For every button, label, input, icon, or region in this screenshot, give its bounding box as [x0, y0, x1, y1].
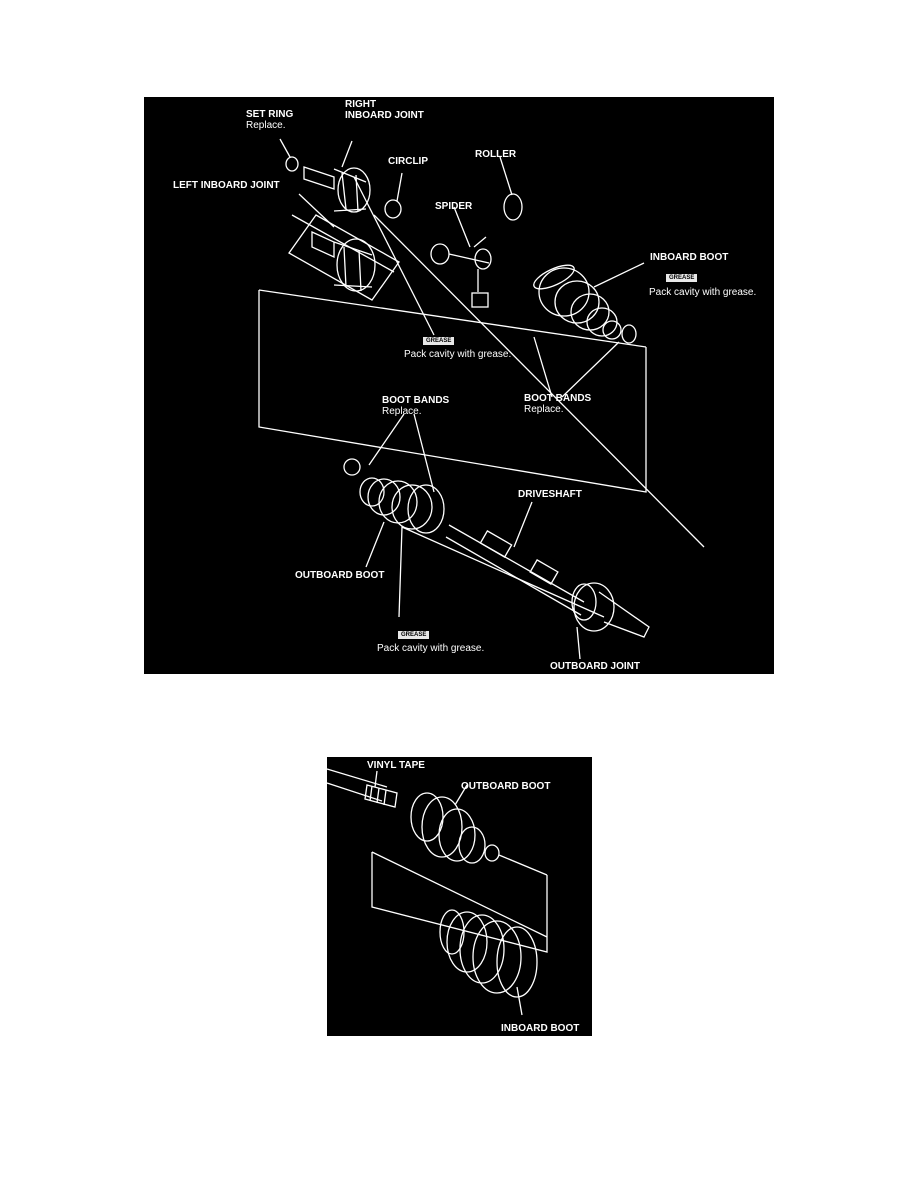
pack-cavity-note-center: Pack cavity with grease. [404, 349, 512, 360]
right-inboard-joint-label-line1: RIGHT [345, 99, 377, 110]
circlip [385, 200, 401, 218]
outboard-boot-label: OUTBOARD BOOT [295, 570, 385, 581]
boot-bands-note-left: Replace. [382, 406, 422, 417]
inboard-boot-label: INBOARD BOOT [501, 1023, 580, 1034]
boot-installation-diagram [327, 757, 592, 1036]
pack-cavity-note-right: Pack cavity with grease. [649, 287, 757, 298]
spider [431, 237, 491, 307]
set-ring-note: Replace. [246, 120, 286, 131]
pack-cavity-note-bottom: Pack cavity with grease. [377, 643, 485, 654]
set-ring [286, 157, 298, 171]
outboard-boot-part [411, 793, 547, 875]
set-ring-label: SET RING [246, 109, 294, 120]
vinyl-tape-label: VINYL TAPE [367, 760, 425, 771]
spider-label: SPIDER [435, 201, 473, 212]
boot-bands-label-right: BOOT BANDS [524, 393, 592, 404]
driveshaft-exploded-diagram [144, 97, 774, 674]
roller-label: ROLLER [475, 149, 517, 160]
boot-bands-note-right: Replace. [524, 404, 564, 415]
inboard-boot-label: INBOARD BOOT [650, 252, 729, 263]
leader-line [372, 852, 547, 952]
outboard-joint-label: OUTBOARD JOINT [550, 661, 640, 672]
circlip-label: CIRCLIP [388, 156, 428, 167]
driveshaft-part [446, 525, 584, 615]
grease-tag-bottom: GREASE [398, 631, 429, 639]
inboard-boot-part [531, 260, 636, 343]
roller [504, 194, 522, 220]
right-inboard-joint-label-line2: INBOARD JOINT [345, 110, 424, 121]
outboard-boot-label: OUTBOARD BOOT [461, 781, 551, 792]
left-inboard-joint-label: LEFT INBOARD JOINT [173, 180, 280, 191]
outboard-joint-part [572, 583, 649, 637]
driveshaft-label: DRIVESHAFT [518, 489, 582, 500]
shaft-with-vinyl-tape [327, 769, 397, 807]
grease-tag-center: GREASE [423, 337, 454, 345]
boot-installation-drawing [327, 757, 592, 1036]
grease-tag-right: GREASE [666, 274, 697, 282]
boot-bands-label-left: BOOT BANDS [382, 395, 450, 406]
left-inboard-joint [312, 232, 375, 291]
inboard-boot-part [440, 910, 537, 997]
